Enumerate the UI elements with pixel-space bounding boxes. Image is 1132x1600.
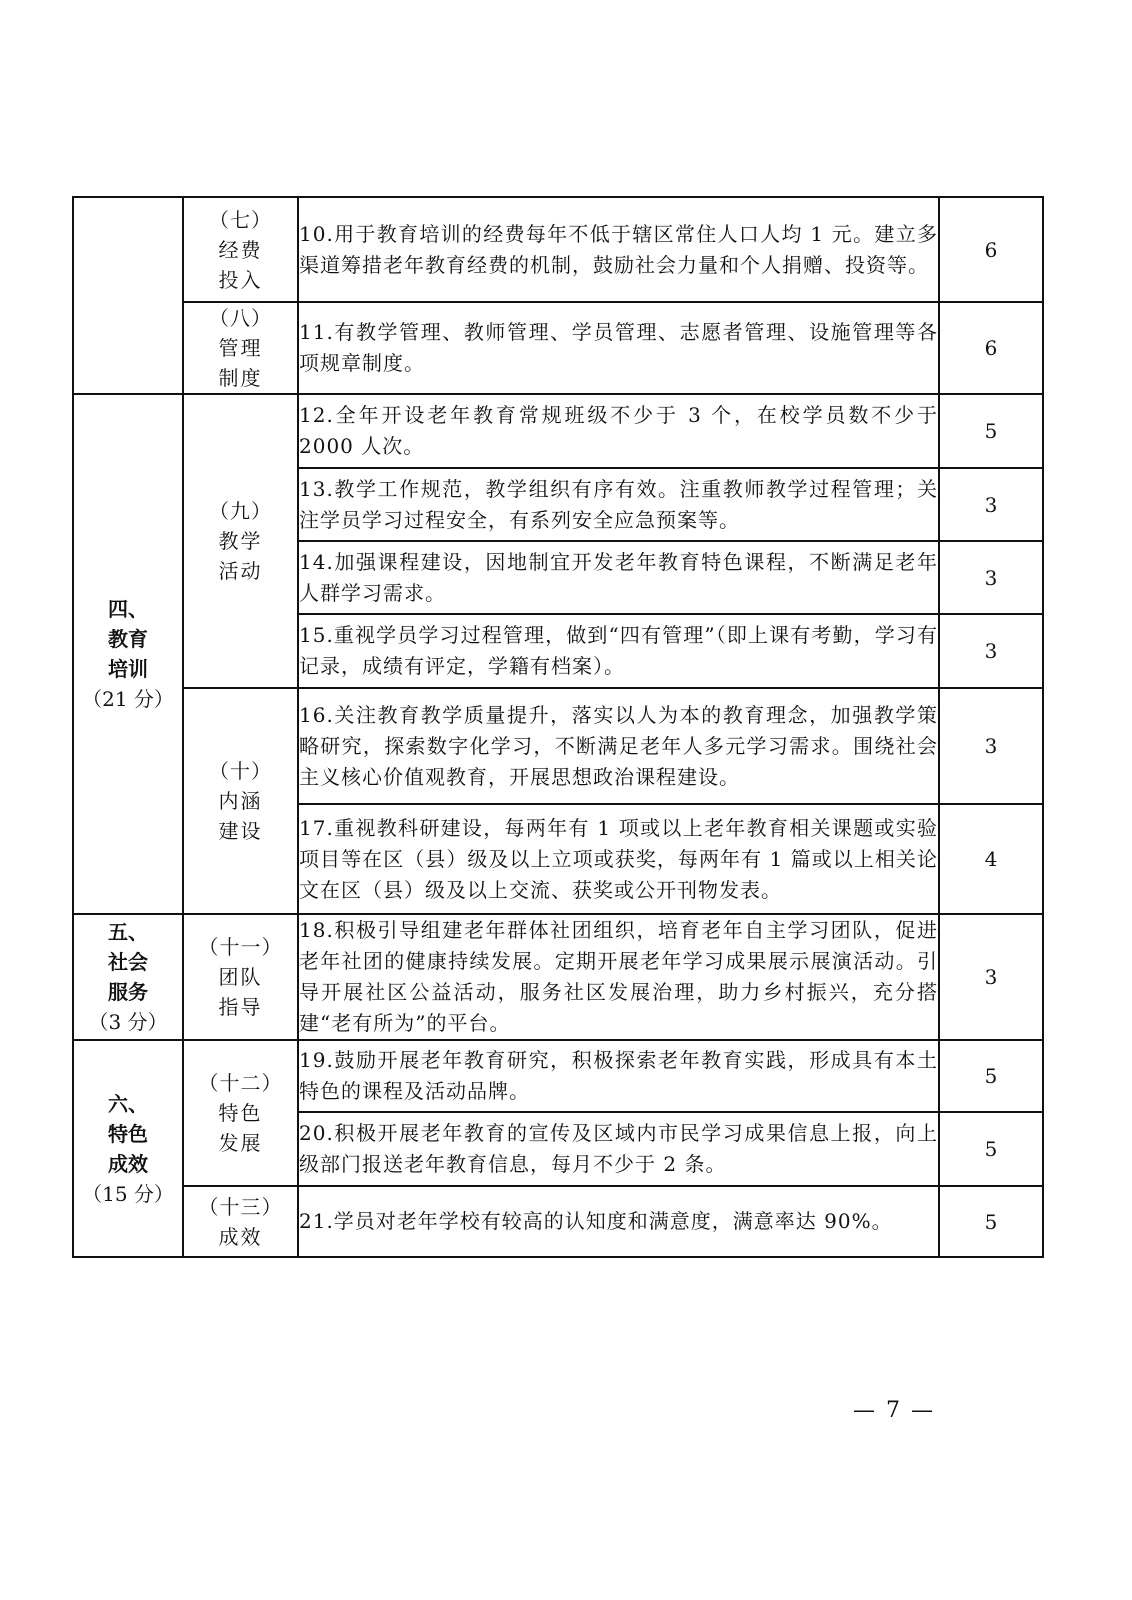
subcategory-label: 成效 [218,1224,263,1249]
subcategory-cell-7 [183,197,298,302]
category-cell-6 [73,1040,183,1257]
subcategory-label: 教学 [218,529,263,553]
item-text-19: 19.鼓励开展老年教育研究，积极探索老年教育实践，形成具有本土特色的课程及活动品牌。 [298,1040,939,1112]
category-label: 教育 [108,627,148,651]
score-10: 6 [939,197,1043,302]
item-text-21: 21.学员对老年学校有较高的认知度和满意度，满意率达 90%。 [298,1186,939,1257]
score-15: 3 [939,614,1043,688]
table-row [73,914,1043,1040]
subcategory-label: 建设 [218,819,263,843]
subcategory-label: 指导 [218,995,263,1019]
subcategory-label: 特色 [218,1101,263,1125]
category-cell-continued [73,197,183,394]
subcategory-number: （十三） [198,1194,283,1219]
table-row [73,688,1043,804]
subcategory-number: （十） [209,759,272,783]
category-points: （3 分） [88,1010,168,1034]
score-12: 5 [939,394,1043,468]
category-label: 特色 [108,1121,148,1146]
subcategory-number: （九） [209,499,272,523]
category-cell-4 [73,394,183,914]
subcategory-number: （十一） [198,935,283,959]
subcategory-label: 发展 [218,1131,263,1155]
category-label: 社会 [108,950,148,974]
category-number: 四、 [108,597,148,621]
score-20: 5 [939,1112,1043,1186]
subcategory-label: 团队 [218,965,263,989]
category-cell-5 [73,914,183,1040]
item-text-17: 17.重视教科研建设，每两年有 1 项或以上老年教育相关课题或实验项目等在区（县）级及以上立项或获奖，每两年有 1 篇或以上相关论文在区（县）级及以上交流、获奖或公开刊物发表。 [298,804,939,914]
table-row [73,1186,1043,1257]
subcategory-label: 经费 [218,237,263,262]
score-11: 6 [939,302,1043,394]
item-text-13: 13.教学工作规范，教学组织有序有效。注重教师教学过程管理；关注学员学习过程安全，有系列安全应急预案等。 [298,468,939,541]
item-text-11: 11.有教学管理、教师管理、学员管理、志愿者管理、设施管理等各项规章制度。 [298,302,939,394]
evaluation-table [72,196,1044,1258]
table-row [73,394,1043,468]
score-21: 5 [939,1186,1043,1257]
page-number: — 7 — [853,1398,935,1423]
category-label: 培训 [108,657,148,681]
subcategory-cell-11 [183,914,298,1040]
item-text-16: 16.关注教育教学质量提升，落实以人为本的教育理念，加强教学策略研究，探索数字化学习，不断满足老年人多元学习需求。围绕社会主义核心价值观教育，开展思想政治课程建设。 [298,688,939,804]
subcategory-cell-12 [183,1040,298,1186]
score-18: 3 [939,914,1043,1040]
subcategory-cell-8 [183,302,298,394]
category-label: 成效 [108,1151,148,1176]
subcategory-number: （八） [209,306,272,330]
subcategory-number: （七） [209,207,272,232]
score-16: 3 [939,688,1043,804]
subcategory-number: （十二） [198,1071,283,1095]
category-points: （15 分） [82,1181,174,1206]
item-text-10: 10.用于教育培训的经费每年不低于辖区常住人口人均 1 元。建立多渠道筹措老年教育经费的机制，鼓励社会力量和个人捐赠、投资等。 [298,197,939,302]
subcategory-label: 投入 [218,267,263,292]
subcategory-label: 内涵 [218,789,263,813]
item-text-20: 20.积极开展老年教育的宣传及区域内市民学习成果信息上报，向上级部门报送老年教育信息，每月不少于 2 条。 [298,1112,939,1186]
subcategory-label: 活动 [218,559,263,583]
subcategory-label: 管理 [218,336,263,360]
table-row [73,197,1043,302]
subcategory-cell-10 [183,688,298,914]
item-text-12: 12.全年开设老年教育常规班级不少于 3 个，在校学员数不少于 2000 人次。 [298,394,939,468]
score-19: 5 [939,1040,1043,1112]
item-text-14: 14.加强课程建设，因地制宜开发老年教育特色课程，不断满足老年人群学习需求。 [298,541,939,614]
item-text-18: 18.积极引导组建老年群体社团组织，培育老年自主学习团队，促进老年社团的健康持续发展。定期开展老年学习成果展示展演活动。引导开展社区公益活动，服务社区发展治理，助力乡村振兴，充分搭建“老有所为”的平台。 [298,914,939,1040]
category-number: 五、 [108,920,148,944]
category-number: 六、 [108,1091,148,1116]
subcategory-label: 制度 [218,366,263,390]
item-text-15: 15.重视学员学习过程管理，做到“四有管理”（即上课有考勤，学习有记录，成绩有评定，学籍有档案）。 [298,614,939,688]
score-14: 3 [939,541,1043,614]
category-label: 服务 [108,980,148,1004]
subcategory-cell-9 [183,394,298,688]
table-row [73,1040,1043,1112]
score-17: 4 [939,804,1043,914]
score-13: 3 [939,468,1043,541]
table-row [73,302,1043,394]
subcategory-cell-13 [183,1186,298,1257]
category-points: （21 分） [82,687,174,711]
